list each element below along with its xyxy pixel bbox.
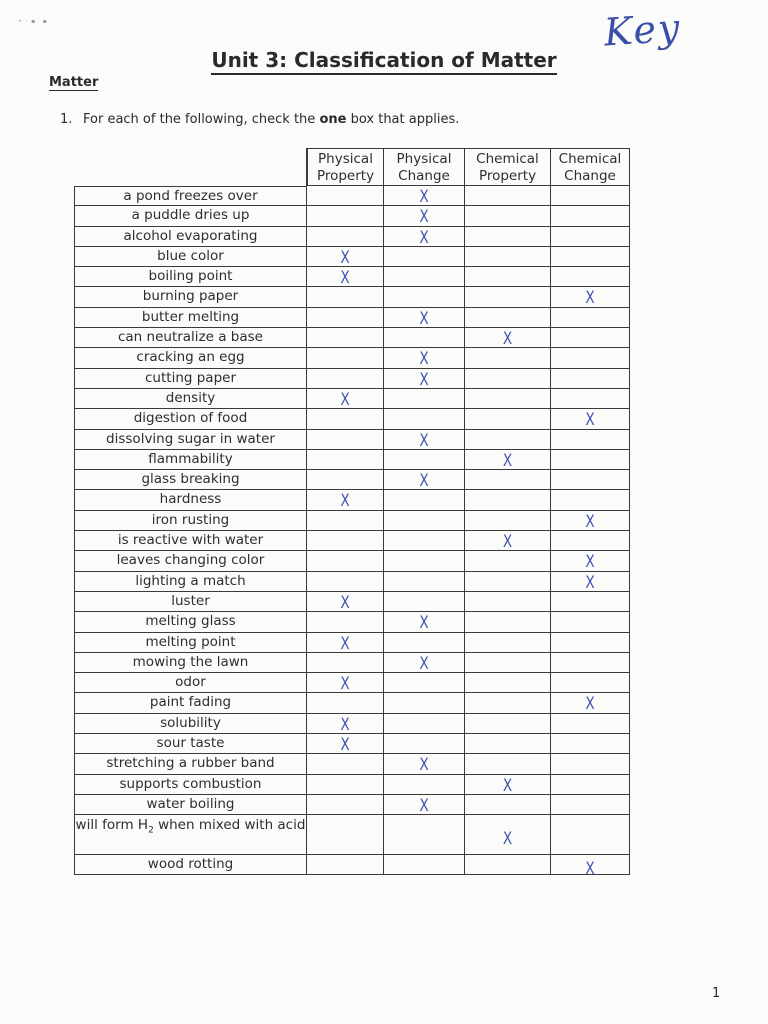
answer-box[interactable]: [307, 430, 384, 450]
column-header: Chemical Property: [465, 148, 551, 186]
answer-box[interactable]: [551, 511, 630, 531]
row-label-part: will form H: [75, 817, 149, 834]
question-text-after: box that applies.: [346, 112, 460, 127]
answer-box[interactable]: [465, 206, 551, 226]
answer-box[interactable]: [307, 855, 384, 875]
x-mark: X: [419, 430, 429, 451]
x-mark: X: [340, 633, 350, 654]
answer-box[interactable]: [465, 369, 551, 389]
answer-box[interactable]: [551, 734, 630, 754]
answer-box[interactable]: [384, 855, 465, 875]
column-header: Chemical Change: [551, 148, 630, 186]
x-mark: X: [585, 694, 595, 715]
row-label: hardness: [74, 490, 307, 510]
answer-box[interactable]: [384, 754, 465, 774]
answer-box[interactable]: [551, 206, 630, 226]
answer-box[interactable]: [307, 754, 384, 774]
answer-box[interactable]: [465, 409, 551, 429]
x-mark: X: [340, 714, 350, 735]
row-label: water boiling: [74, 795, 307, 815]
x-mark: X: [585, 572, 595, 593]
x-mark: X: [340, 268, 350, 289]
answer-box[interactable]: [384, 389, 465, 409]
answer-box[interactable]: [384, 795, 465, 815]
x-mark: X: [585, 859, 595, 880]
answer-box[interactable]: [307, 186, 384, 206]
answer-box[interactable]: [307, 247, 384, 267]
answer-box[interactable]: [551, 572, 630, 592]
row-label-part: when mixed with acid: [153, 817, 306, 834]
x-mark: X: [502, 829, 513, 850]
column-header: Physical Change: [384, 148, 465, 186]
answer-box[interactable]: [551, 450, 630, 470]
answer-box[interactable]: [384, 673, 465, 693]
answer-box[interactable]: [384, 409, 465, 429]
answer-box[interactable]: [551, 754, 630, 774]
answer-box[interactable]: [465, 653, 551, 673]
answer-box[interactable]: [384, 490, 465, 510]
answer-box[interactable]: [551, 308, 630, 328]
question-text: [83, 112, 459, 127]
row-label: [74, 815, 307, 855]
answer-box[interactable]: [551, 855, 630, 880]
answer-box[interactable]: [551, 775, 630, 795]
scan-speck: • · ▪ ▪: [18, 18, 47, 25]
x-mark: X: [419, 349, 429, 370]
answer-box[interactable]: [465, 247, 551, 267]
x-mark: X: [340, 735, 350, 756]
x-mark: X: [340, 491, 350, 512]
answer-box[interactable]: [551, 592, 630, 612]
answer-box[interactable]: [384, 551, 465, 571]
answer-box[interactable]: [465, 551, 551, 571]
answer-box[interactable]: [465, 775, 551, 795]
x-mark: X: [419, 471, 429, 492]
row-label: supports combustion: [74, 775, 307, 795]
answer-box[interactable]: [307, 450, 384, 470]
x-mark: X: [502, 532, 513, 553]
row-label: blue color: [74, 247, 307, 267]
answer-box[interactable]: [307, 693, 384, 713]
row-label: a pond freezes over: [74, 186, 307, 206]
x-mark: X: [419, 755, 429, 776]
x-mark: X: [419, 227, 429, 248]
answer-box[interactable]: [465, 389, 551, 409]
answer-box[interactable]: [551, 348, 630, 368]
key-annotation: Key: [602, 5, 683, 55]
answer-box[interactable]: [551, 227, 630, 247]
answer-box[interactable]: [307, 490, 384, 510]
answer-box[interactable]: [465, 815, 551, 855]
answer-box[interactable]: [384, 470, 465, 490]
answer-box[interactable]: [307, 633, 384, 653]
answer-box[interactable]: [551, 247, 630, 267]
answer-box[interactable]: [465, 348, 551, 368]
answer-box[interactable]: [307, 470, 384, 490]
answer-box[interactable]: [307, 348, 384, 368]
row-label: density: [74, 389, 307, 409]
row-label: digestion of food: [74, 409, 307, 429]
answer-box[interactable]: [384, 450, 465, 470]
answer-box[interactable]: [384, 714, 465, 734]
answer-box[interactable]: [551, 287, 630, 307]
row-label: mowing the lawn: [74, 653, 307, 673]
row-label: wood rotting: [74, 855, 307, 875]
answer-box[interactable]: [384, 531, 465, 551]
row-label: sour taste: [74, 734, 307, 754]
row-label: alcohol evaporating: [74, 227, 307, 247]
answer-box[interactable]: [384, 734, 465, 754]
question-text-before: For each of the following, check the: [83, 112, 320, 127]
x-mark: X: [419, 207, 429, 228]
answer-box[interactable]: [307, 267, 384, 287]
x-mark: X: [419, 308, 429, 329]
answer-box[interactable]: [465, 430, 551, 450]
classification-table: [74, 148, 630, 880]
answer-box[interactable]: [307, 653, 384, 673]
answer-box[interactable]: [465, 308, 551, 328]
answer-box[interactable]: [384, 612, 465, 632]
answer-box[interactable]: [307, 511, 384, 531]
answer-box[interactable]: [384, 227, 465, 247]
answer-box[interactable]: [465, 754, 551, 774]
question-number: 1.: [60, 112, 73, 127]
row-label: cracking an egg: [74, 348, 307, 368]
row-label: boiling point: [74, 267, 307, 287]
answer-box[interactable]: [465, 227, 551, 247]
answer-box[interactable]: [551, 389, 630, 409]
answer-box[interactable]: [551, 612, 630, 632]
answer-box[interactable]: [465, 511, 551, 531]
answer-box[interactable]: [551, 815, 630, 855]
x-mark: X: [419, 795, 429, 816]
answer-box[interactable]: [307, 531, 384, 551]
page-title: [0, 48, 768, 72]
page-title-text: Unit 3: Classification of Matter: [211, 48, 556, 75]
row-label: melting point: [74, 633, 307, 653]
answer-box[interactable]: [307, 734, 384, 754]
x-mark: X: [585, 511, 595, 532]
answer-box[interactable]: [307, 328, 384, 348]
answer-box[interactable]: [465, 693, 551, 713]
answer-box[interactable]: [465, 673, 551, 693]
answer-box[interactable]: [384, 267, 465, 287]
x-mark: X: [340, 592, 350, 613]
row-label: a puddle dries up: [74, 206, 307, 226]
answer-box[interactable]: [551, 470, 630, 490]
answer-box[interactable]: [307, 775, 384, 795]
row-label: paint fading: [74, 693, 307, 713]
x-mark: X: [340, 247, 350, 268]
x-mark: X: [502, 329, 513, 350]
answer-box[interactable]: [465, 287, 551, 307]
answer-box[interactable]: [551, 673, 630, 693]
answer-box[interactable]: [384, 430, 465, 450]
answer-box[interactable]: [465, 734, 551, 754]
row-label: iron rusting: [74, 511, 307, 531]
row-label: luster: [74, 592, 307, 612]
answer-box[interactable]: [551, 490, 630, 510]
answer-box[interactable]: [551, 369, 630, 389]
row-label: odor: [74, 673, 307, 693]
answer-box[interactable]: [384, 511, 465, 531]
answer-box[interactable]: [551, 551, 630, 571]
x-mark: X: [502, 450, 513, 471]
answer-box[interactable]: [465, 572, 551, 592]
answer-box[interactable]: [384, 308, 465, 328]
answer-box[interactable]: [465, 490, 551, 510]
answer-box[interactable]: [465, 450, 551, 470]
answer-box[interactable]: [551, 409, 630, 429]
answer-box[interactable]: [465, 267, 551, 287]
answer-box[interactable]: [384, 592, 465, 612]
answer-box[interactable]: [465, 470, 551, 490]
table-corner: [74, 148, 307, 186]
answer-box[interactable]: [384, 775, 465, 795]
x-mark: X: [419, 369, 429, 390]
answer-box[interactable]: [384, 287, 465, 307]
answer-box[interactable]: [465, 612, 551, 632]
answer-box[interactable]: [465, 531, 551, 551]
answer-box[interactable]: [465, 855, 551, 875]
answer-box[interactable]: [307, 308, 384, 328]
answer-box[interactable]: [465, 714, 551, 734]
x-mark: X: [585, 552, 595, 573]
answer-box[interactable]: [307, 714, 384, 734]
row-label: burning paper: [74, 287, 307, 307]
answer-box[interactable]: [465, 186, 551, 206]
answer-box[interactable]: [384, 186, 465, 206]
answer-box[interactable]: [384, 653, 465, 673]
answer-box[interactable]: [551, 714, 630, 734]
answer-box[interactable]: [551, 653, 630, 673]
answer-box[interactable]: [465, 795, 551, 815]
answer-box[interactable]: [551, 328, 630, 348]
answer-box[interactable]: [465, 328, 551, 348]
answer-box[interactable]: [551, 267, 630, 287]
row-label: stretching a rubber band: [74, 754, 307, 774]
answer-box[interactable]: [384, 572, 465, 592]
row-label: melting glass: [74, 612, 307, 632]
x-mark: X: [419, 653, 429, 674]
answer-box[interactable]: [307, 409, 384, 429]
answer-box[interactable]: [307, 551, 384, 571]
x-mark: X: [419, 187, 429, 207]
answer-box[interactable]: [384, 369, 465, 389]
answer-box[interactable]: [307, 389, 384, 409]
answer-box[interactable]: [465, 633, 551, 653]
answer-box[interactable]: [307, 227, 384, 247]
x-mark: X: [502, 775, 513, 796]
answer-box[interactable]: [384, 206, 465, 226]
answer-box[interactable]: [551, 795, 630, 815]
answer-box[interactable]: [551, 693, 630, 713]
answer-box[interactable]: [551, 633, 630, 653]
answer-box[interactable]: [384, 815, 465, 855]
answer-box[interactable]: [384, 348, 465, 368]
row-label: flammability: [74, 450, 307, 470]
answer-box[interactable]: [384, 328, 465, 348]
row-label: solubility: [74, 714, 307, 734]
answer-box[interactable]: [307, 287, 384, 307]
x-mark: X: [340, 389, 350, 410]
answer-box[interactable]: [307, 815, 384, 855]
row-label: leaves changing color: [74, 551, 307, 571]
answer-box[interactable]: [384, 693, 465, 713]
question-text-bold: one: [319, 112, 347, 127]
row-label: lighting a match: [74, 572, 307, 592]
answer-box[interactable]: [307, 795, 384, 815]
x-mark: X: [585, 410, 595, 431]
row-label: can neutralize a base: [74, 328, 307, 348]
answer-box[interactable]: [551, 186, 630, 206]
answer-box[interactable]: [307, 673, 384, 693]
subscript: 2: [148, 825, 154, 836]
answer-box[interactable]: [384, 633, 465, 653]
section-heading: Matter: [49, 75, 99, 90]
column-header: Physical Property: [307, 148, 384, 186]
x-mark: X: [585, 288, 595, 309]
answer-box[interactable]: [465, 592, 551, 612]
answer-box[interactable]: [307, 369, 384, 389]
row-label: is reactive with water: [74, 531, 307, 551]
x-mark: X: [340, 674, 350, 695]
answer-box[interactable]: [307, 592, 384, 612]
x-mark: X: [419, 613, 429, 634]
answer-box[interactable]: [384, 247, 465, 267]
answer-box[interactable]: [551, 430, 630, 450]
page-number: 1: [712, 986, 721, 1001]
answer-box[interactable]: [551, 531, 630, 551]
answer-box[interactable]: [307, 572, 384, 592]
row-label: cutting paper: [74, 369, 307, 389]
answer-box[interactable]: [307, 206, 384, 226]
answer-box[interactable]: [307, 612, 384, 632]
row-label: butter melting: [74, 308, 307, 328]
row-label: glass breaking: [74, 470, 307, 490]
row-label: dissolving sugar in water: [74, 430, 307, 450]
